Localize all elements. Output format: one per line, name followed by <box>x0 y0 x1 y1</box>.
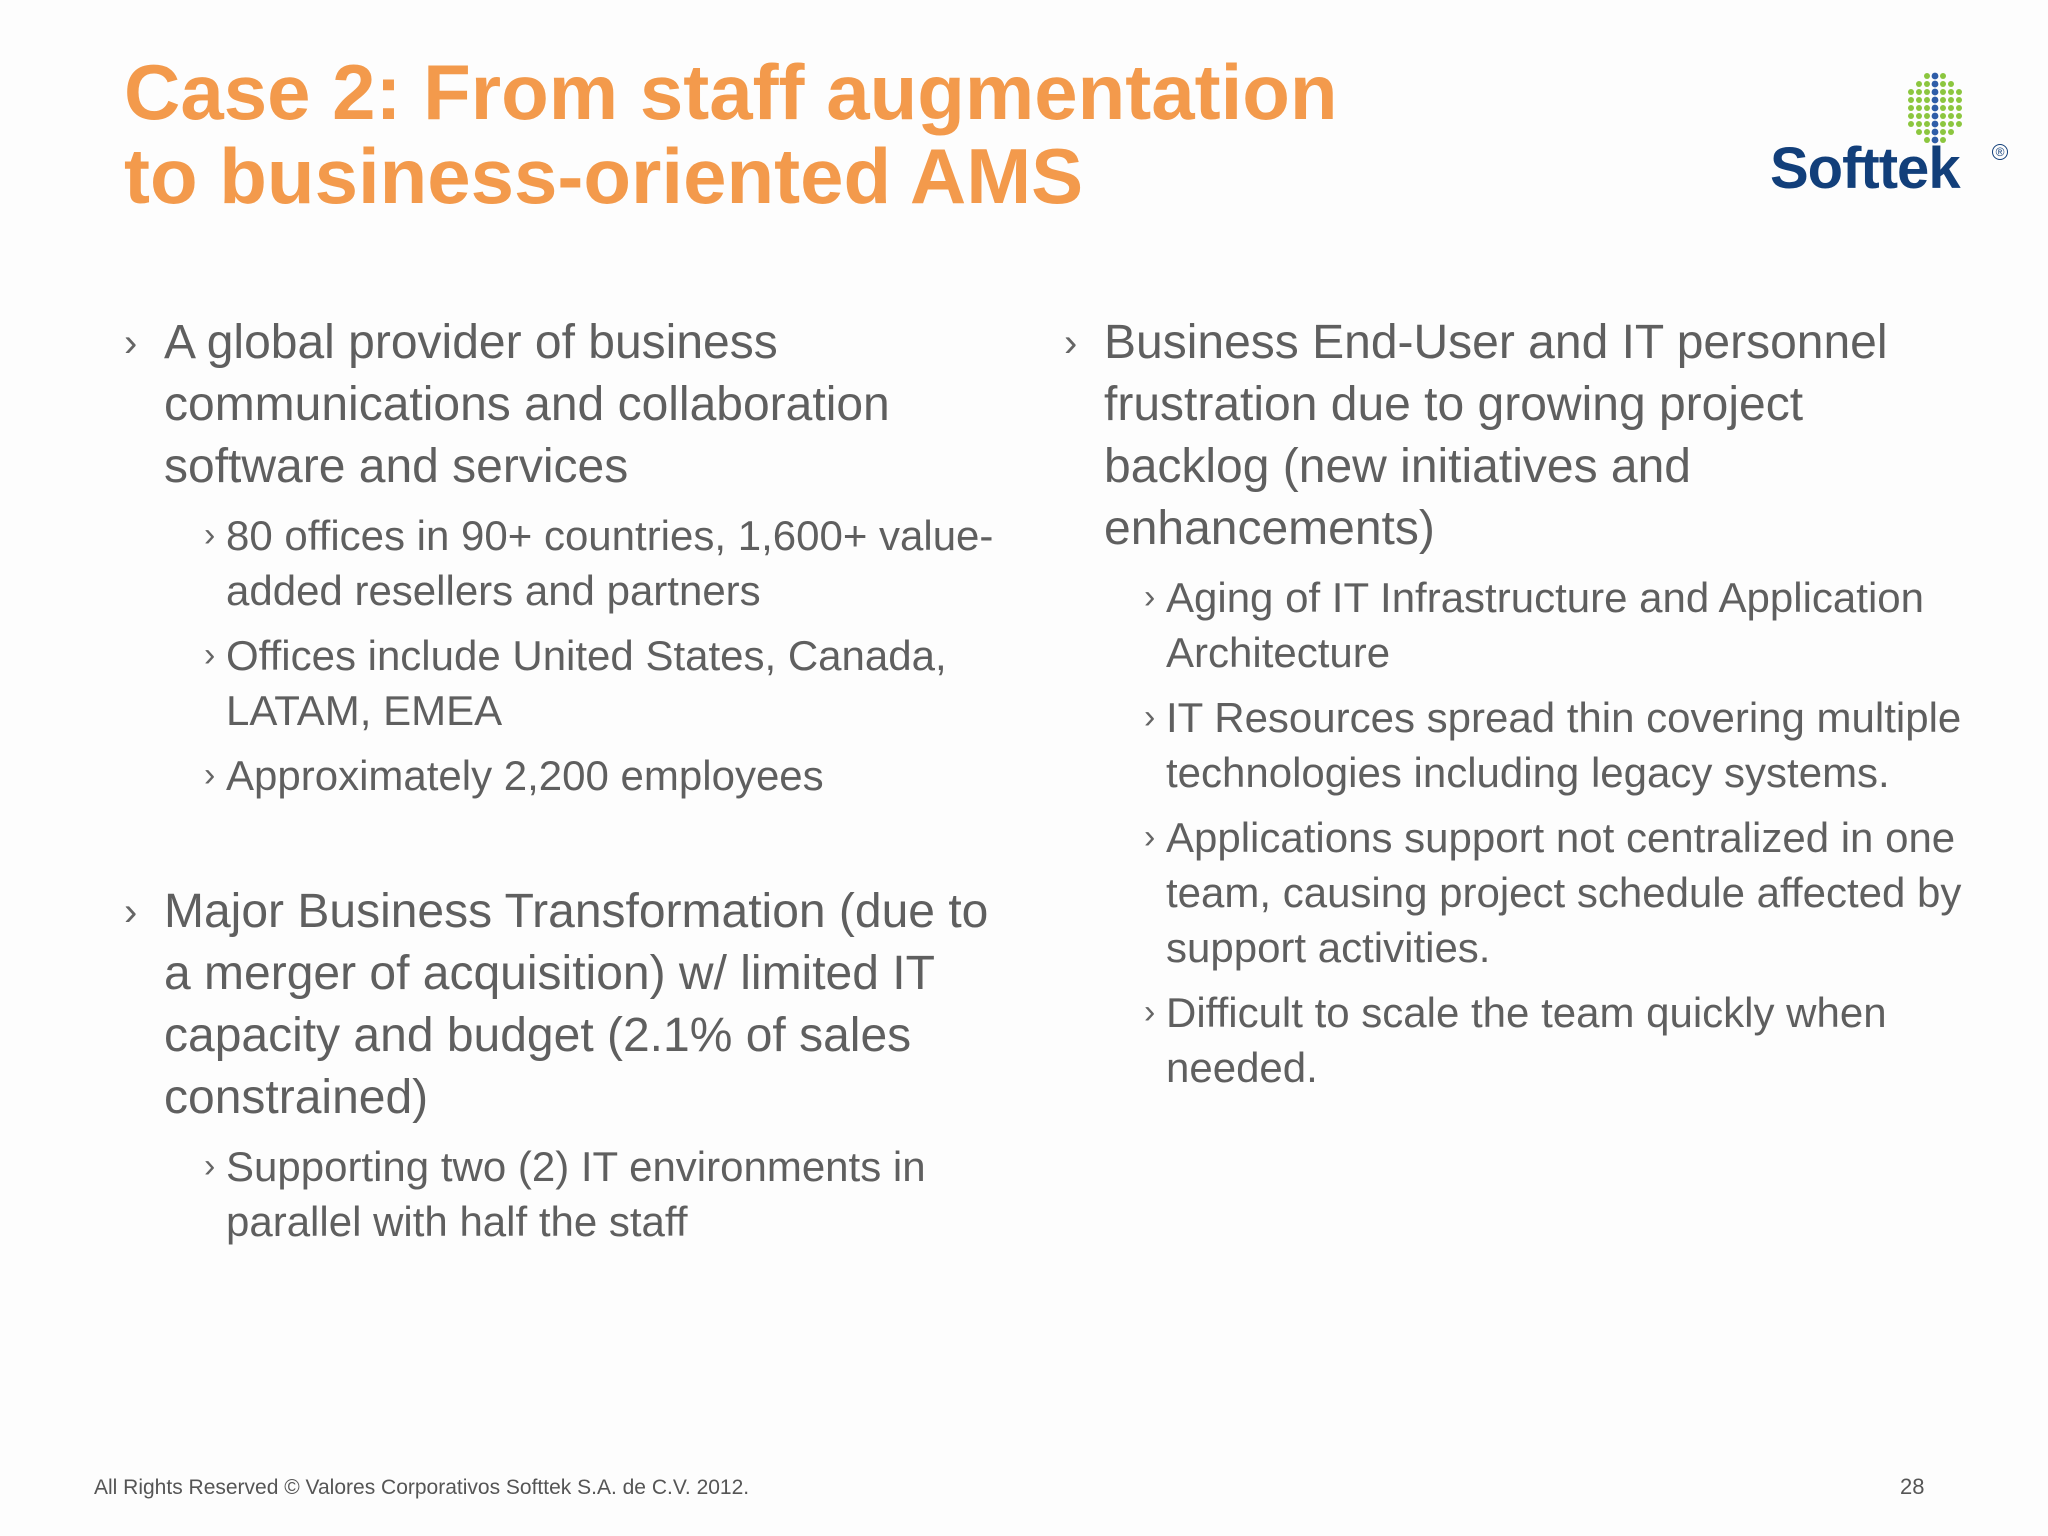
bullet-global-provider <box>124 312 1004 498</box>
right-column <box>1064 312 1964 1095</box>
sub-bullet-chevron-icon: › <box>1144 993 1156 1031</box>
bullet-end-user-frustration <box>1064 312 1964 560</box>
softtek-logo <box>1770 72 2020 202</box>
sub-bullet-resources-thin <box>1064 690 1964 800</box>
bullet-chevron-icon: › <box>1064 321 1078 365</box>
bullet-text: A global provider of business communications and collaboration software and services <box>164 316 890 493</box>
sub-bullet-text: Offices include United States, Canada, LATAM, EMEA <box>226 632 947 734</box>
sub-bullet-chevron-icon: › <box>204 1147 216 1185</box>
sub-bullet-chevron-icon: › <box>1144 818 1156 856</box>
bullet-text: Major Business Transformation (due to a merger of acquisition) w/ limited IT capacity and budget (2.1% of sales constrained) <box>164 885 989 1124</box>
sub-bullet-employees <box>124 748 1004 803</box>
page-number: 28 <box>1900 1474 1925 1499</box>
bullet-text: Business End-User and IT personnel frustration due to growing project backlog (new initiatives and enhancements) <box>1104 316 1888 555</box>
left-column <box>124 312 1004 1249</box>
sub-bullet-chevron-icon: › <box>1144 698 1156 736</box>
sub-bullet-text: Aging of IT Infrastructure and Application Architecture <box>1166 574 1925 676</box>
footer-copyright: All Rights Reserved © Valores Corporativos Softtek S.A. de C.V. 2012. <box>94 1476 750 1499</box>
sub-bullet-offices <box>124 508 1004 618</box>
sub-bullet-chevron-icon: › <box>204 636 216 674</box>
bullet-business-transformation <box>124 881 1004 1129</box>
sub-bullet-chevron-icon: › <box>1144 578 1156 616</box>
sub-bullet-text: Applications support not centralized in one team, causing project schedule affected by support activities. <box>1166 814 1962 971</box>
slide-title <box>124 50 1624 218</box>
sub-bullet-chevron-icon: › <box>204 516 216 554</box>
sub-bullet-aging-infrastructure <box>1064 570 1964 680</box>
sub-bullet-support-not-centralized <box>1064 810 1964 975</box>
slide-title-line-2: to business-oriented AMS <box>124 132 1084 220</box>
bullet-chevron-icon: › <box>124 890 138 934</box>
sub-bullet-difficult-to-scale <box>1064 985 1964 1095</box>
sub-bullet-two-environments <box>124 1139 1004 1249</box>
slide-title-line-1: Case 2: From staff augmentation <box>124 48 1338 136</box>
sub-bullet-chevron-icon: › <box>204 756 216 794</box>
sub-bullet-text: Approximately 2,200 employees <box>226 752 824 799</box>
bullet-chevron-icon: › <box>124 321 138 365</box>
sub-bullet-text: 80 offices in 90+ countries, 1,600+ value-added resellers and partners <box>226 512 994 614</box>
sub-bullet-text: Supporting two (2) IT environments in parallel with half the staff <box>226 1143 926 1245</box>
logo-wordmark: Softtek <box>1770 136 1960 201</box>
softtek-dot-mark-icon <box>1898 72 1972 144</box>
sub-bullet-text: IT Resources spread thin covering multiple technologies including legacy systems. <box>1166 694 1962 796</box>
sub-bullet-text: Difficult to scale the team quickly when needed. <box>1166 989 1887 1091</box>
sub-bullet-regions <box>124 628 1004 738</box>
registered-mark: ® <box>1992 144 2008 160</box>
